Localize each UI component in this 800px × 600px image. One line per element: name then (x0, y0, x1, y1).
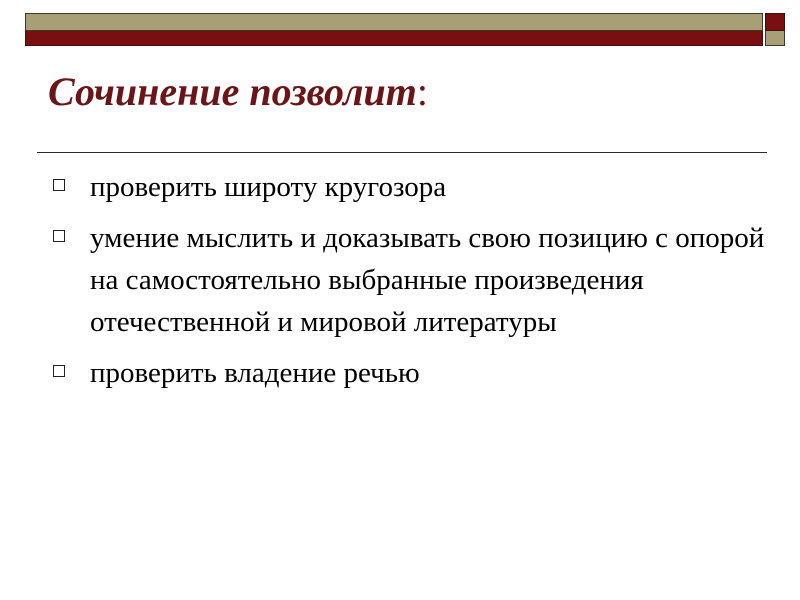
bullet-text: проверить владение речью (90, 357, 420, 389)
bullet-text: проверить широту кругозора (90, 171, 447, 203)
header-banner-maroon (25, 31, 763, 46)
slide-title-colon: : (416, 69, 429, 114)
bullet-list (50, 166, 770, 403)
slide-title-text: Сочинение позволит (48, 69, 417, 114)
hollow-square-bullet-icon (53, 230, 65, 242)
bullet-text: умение мыслить и доказывать свою позицию с опорой на самостоятельно выбранные произведения отечественной и мировой литературы (90, 222, 765, 338)
slide-title (48, 66, 428, 118)
title-divider (37, 152, 767, 153)
bullet-item (50, 352, 770, 394)
corner-square-olive (765, 31, 785, 46)
bullet-item (50, 166, 770, 208)
bullet-item (50, 217, 770, 343)
corner-square-maroon (765, 13, 785, 31)
hollow-square-bullet-icon (53, 179, 65, 191)
hollow-square-bullet-icon (53, 365, 65, 377)
header-banner-olive (25, 13, 763, 31)
